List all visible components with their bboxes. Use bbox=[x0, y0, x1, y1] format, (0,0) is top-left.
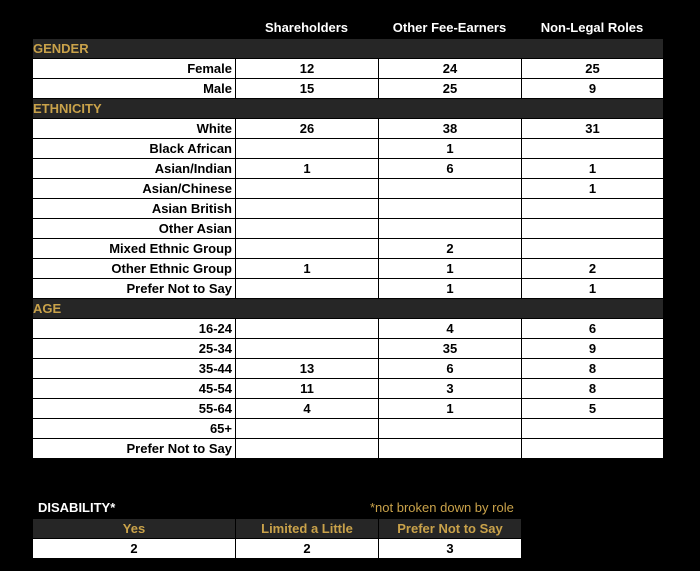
disability-note: *not broken down by role bbox=[370, 500, 514, 515]
cell-other-fee-earners: 1 bbox=[379, 139, 522, 159]
cell-non-legal-roles: 5 bbox=[522, 399, 664, 419]
cell-shareholders: 1 bbox=[236, 159, 379, 179]
row-label: 65+ bbox=[33, 419, 236, 439]
row-label: 16-24 bbox=[33, 319, 236, 339]
table-row bbox=[33, 279, 664, 299]
row-label: 35-44 bbox=[33, 359, 236, 379]
section-header-row bbox=[33, 39, 664, 59]
row-label: Male bbox=[33, 79, 236, 99]
cell-shareholders bbox=[236, 339, 379, 359]
column-header-shareholders: Shareholders bbox=[264, 20, 349, 35]
row-label: Prefer Not to Say bbox=[33, 279, 236, 299]
cell-non-legal-roles bbox=[522, 439, 664, 459]
cell-other-fee-earners bbox=[379, 219, 522, 239]
cell-non-legal-roles bbox=[522, 219, 664, 239]
row-label: Asian British bbox=[33, 199, 236, 219]
cell-shareholders: 12 bbox=[236, 59, 379, 79]
row-label: Black African bbox=[33, 139, 236, 159]
cell-non-legal-roles bbox=[522, 139, 664, 159]
cell-non-legal-roles bbox=[522, 199, 664, 219]
cell-shareholders bbox=[236, 239, 379, 259]
row-label: White bbox=[33, 119, 236, 139]
row-label: Asian/Indian bbox=[33, 159, 236, 179]
table-row bbox=[33, 119, 664, 139]
cell-other-fee-earners bbox=[379, 439, 522, 459]
table-row bbox=[33, 79, 664, 99]
cell-shareholders bbox=[236, 199, 379, 219]
cell-shareholders: 4 bbox=[236, 399, 379, 419]
cell-other-fee-earners: 2 bbox=[379, 239, 522, 259]
cell-shareholders bbox=[236, 139, 379, 159]
cell-shareholders: 15 bbox=[236, 79, 379, 99]
disability-value: 2 bbox=[33, 539, 236, 559]
cell-shareholders: 26 bbox=[236, 119, 379, 139]
table-row bbox=[33, 159, 664, 179]
table-row bbox=[33, 239, 664, 259]
cell-non-legal-roles bbox=[522, 239, 664, 259]
cell-non-legal-roles: 9 bbox=[522, 79, 664, 99]
section-header: ETHNICITY bbox=[33, 99, 664, 119]
cell-shareholders: 1 bbox=[236, 259, 379, 279]
cell-other-fee-earners: 6 bbox=[379, 359, 522, 379]
column-header-other-fee-earners: Other Fee-Earners bbox=[392, 20, 507, 35]
cell-non-legal-roles: 8 bbox=[522, 359, 664, 379]
cell-other-fee-earners: 35 bbox=[379, 339, 522, 359]
table-row bbox=[33, 259, 664, 279]
table-row bbox=[33, 439, 664, 459]
cell-shareholders bbox=[236, 219, 379, 239]
table-row bbox=[33, 319, 664, 339]
cell-other-fee-earners bbox=[379, 199, 522, 219]
cell-non-legal-roles bbox=[522, 419, 664, 439]
table-row bbox=[33, 179, 664, 199]
disability-header: Prefer Not to Say bbox=[379, 519, 522, 539]
cell-non-legal-roles: 6 bbox=[522, 319, 664, 339]
section-header: GENDER bbox=[33, 39, 664, 59]
cell-other-fee-earners: 1 bbox=[379, 259, 522, 279]
table-row bbox=[33, 399, 664, 419]
cell-other-fee-earners: 3 bbox=[379, 379, 522, 399]
cell-non-legal-roles: 25 bbox=[522, 59, 664, 79]
cell-other-fee-earners: 24 bbox=[379, 59, 522, 79]
cell-other-fee-earners: 4 bbox=[379, 319, 522, 339]
cell-non-legal-roles: 1 bbox=[522, 279, 664, 299]
cell-other-fee-earners: 38 bbox=[379, 119, 522, 139]
row-label: Female bbox=[33, 59, 236, 79]
disability-header: Limited a Little bbox=[236, 519, 379, 539]
cell-non-legal-roles: 2 bbox=[522, 259, 664, 279]
row-label: Mixed Ethnic Group bbox=[33, 239, 236, 259]
table-row bbox=[33, 139, 664, 159]
disability-header: Yes bbox=[33, 519, 236, 539]
disability-value: 2 bbox=[236, 539, 379, 559]
table-row bbox=[33, 59, 664, 79]
cell-shareholders bbox=[236, 419, 379, 439]
cell-other-fee-earners: 6 bbox=[379, 159, 522, 179]
cell-shareholders bbox=[236, 179, 379, 199]
table-row bbox=[33, 199, 664, 219]
cell-shareholders bbox=[236, 319, 379, 339]
table-row bbox=[33, 219, 664, 239]
row-label: 25-34 bbox=[33, 339, 236, 359]
disability-header-row bbox=[33, 519, 522, 539]
cell-other-fee-earners bbox=[379, 179, 522, 199]
row-label: Other Asian bbox=[33, 219, 236, 239]
cell-shareholders: 11 bbox=[236, 379, 379, 399]
cell-non-legal-roles: 1 bbox=[522, 179, 664, 199]
cell-non-legal-roles: 31 bbox=[522, 119, 664, 139]
cell-other-fee-earners: 1 bbox=[379, 399, 522, 419]
cell-shareholders: 13 bbox=[236, 359, 379, 379]
row-label: 55-64 bbox=[33, 399, 236, 419]
cell-non-legal-roles: 9 bbox=[522, 339, 664, 359]
cell-shareholders bbox=[236, 279, 379, 299]
table-row bbox=[33, 339, 664, 359]
disability-table bbox=[32, 518, 522, 559]
row-label: 45-54 bbox=[33, 379, 236, 399]
disability-value: 3 bbox=[379, 539, 522, 559]
row-label: Prefer Not to Say bbox=[33, 439, 236, 459]
section-header-row bbox=[33, 299, 664, 319]
cell-shareholders bbox=[236, 439, 379, 459]
cell-non-legal-roles: 1 bbox=[522, 159, 664, 179]
row-label: Other Ethnic Group bbox=[33, 259, 236, 279]
disability-value-row bbox=[33, 539, 522, 559]
column-header-non-legal-roles: Non-Legal Roles bbox=[540, 20, 644, 35]
cell-other-fee-earners: 25 bbox=[379, 79, 522, 99]
disability-title: DISABILITY* bbox=[38, 500, 116, 515]
cell-other-fee-earners: 1 bbox=[379, 279, 522, 299]
cell-non-legal-roles: 8 bbox=[522, 379, 664, 399]
row-label: Asian/Chinese bbox=[33, 179, 236, 199]
table-row bbox=[33, 379, 664, 399]
section-header: AGE bbox=[33, 299, 664, 319]
section-header-row bbox=[33, 99, 664, 119]
diversity-table bbox=[32, 38, 664, 459]
table-row bbox=[33, 359, 664, 379]
table-row bbox=[33, 419, 664, 439]
cell-other-fee-earners bbox=[379, 419, 522, 439]
